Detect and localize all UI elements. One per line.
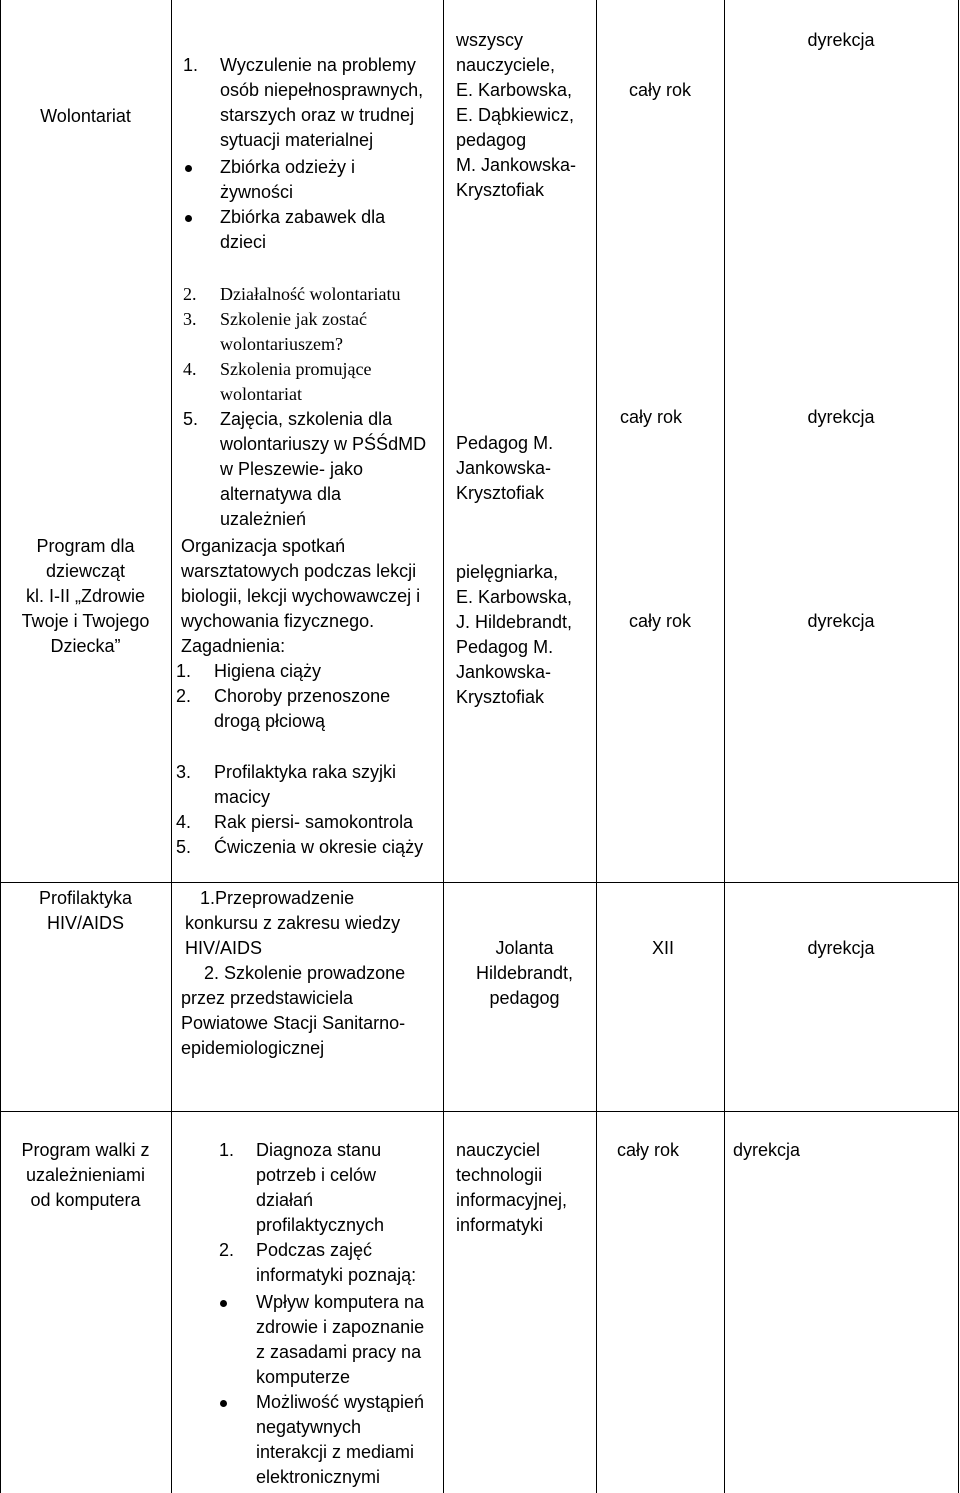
list-number: 4. bbox=[183, 359, 197, 379]
row-divider-1 bbox=[0, 882, 959, 883]
list-item: Zbiórka zabawek dla dzieci bbox=[220, 207, 386, 252]
list-item: Działalność wolontariatu bbox=[220, 284, 401, 304]
topic-cell: Wolontariat bbox=[40, 106, 131, 126]
task-line: epidemiologicznej bbox=[181, 1038, 325, 1058]
list-item: Zajęcia, szkolenia dla wolontariuszy w PŚŚdMD w Pleszewie- jako alternatywa dla uzależnień bbox=[220, 409, 427, 529]
responsible-cell: pielęgniarka, E. Karbowska, J. Hildebrandt, Pedagog M. Jankowska- Krysztofiak bbox=[456, 562, 573, 707]
task-intro: Organizacja spotkań warsztatowych podczas lekcji biologii, lekcji wychowawczej i wychowania fizycznego. Zagadnienia: bbox=[181, 536, 421, 656]
list-item: Rak piersi- samokontrola bbox=[214, 812, 414, 832]
list-item: Szkolenia promujące wolontariat bbox=[220, 359, 372, 404]
task-line: Powiatowe Stacji Sanitarno- bbox=[181, 1013, 406, 1033]
list-item: Ćwiczenia w okresie ciąży bbox=[214, 837, 424, 857]
list-number: 4. bbox=[176, 812, 192, 832]
bullet-icon bbox=[220, 1300, 227, 1307]
topic-cell: Program walki z uzależnieniami od komputera bbox=[21, 1140, 150, 1210]
row-divider-2 bbox=[0, 1111, 959, 1112]
list-number: 3. bbox=[176, 762, 192, 782]
topic-cell: Program dla dziewcząt kl. I-II „Zdrowie Twoje i Twojego Dziecka” bbox=[21, 536, 150, 656]
task-line: 2. Szkolenie prowadzone bbox=[204, 963, 406, 983]
list-item: Podczas zajęć informatyki poznają: bbox=[256, 1240, 417, 1285]
list-item: Możliwość wystąpień negatywnych interakcji z mediami elektronicznymi bbox=[256, 1392, 425, 1487]
table-border-right bbox=[958, 0, 959, 1493]
bullet-icon bbox=[220, 1400, 227, 1407]
control-cell: dyrekcja bbox=[807, 938, 875, 958]
table-border-col2 bbox=[443, 0, 444, 1493]
list-item: Profilaktyka raka szyjki macicy bbox=[214, 762, 397, 807]
responsible-cell: wszyscy nauczyciele, E. Karbowska, E. Dąbkiewicz, pedagog M. Jankowska- Krysztofiak bbox=[456, 30, 577, 200]
table-border-col1 bbox=[171, 0, 172, 1493]
task-line: 1.Przeprowadzenie bbox=[200, 888, 355, 908]
list-item: Diagnoza stanu potrzeb i celów działań profilaktycznych bbox=[256, 1140, 385, 1235]
time-cell: XII bbox=[651, 938, 674, 958]
table-border-left bbox=[0, 0, 1, 1493]
task-line: przez przedstawiciela bbox=[181, 988, 354, 1008]
time-cell: cały rok bbox=[619, 407, 682, 427]
list-item: Wyczulenie na problemy osób niepełnosprawnych, starszych oraz w trudnej sytuacji materialnej bbox=[220, 55, 424, 150]
time-cell: cały rok bbox=[628, 611, 691, 631]
list-item: Zbiórka odzieży i żywności bbox=[220, 157, 356, 202]
control-cell: dyrekcja bbox=[733, 1140, 801, 1160]
responsible-cell: Jolanta Hildebrandt, pedagog bbox=[475, 938, 574, 1008]
time-cell: cały rok bbox=[628, 80, 691, 100]
list-item: Wpływ komputera na zdrowie i zapoznanie z zasadami pracy na komputerze bbox=[256, 1292, 425, 1387]
list-number: 1. bbox=[183, 55, 199, 75]
bullet-icon bbox=[185, 215, 192, 222]
control-cell: dyrekcja bbox=[807, 407, 875, 427]
list-number: 2. bbox=[176, 686, 192, 706]
task-line: HIV/AIDS bbox=[185, 938, 263, 958]
list-number: 5. bbox=[176, 837, 192, 857]
list-item: Szkolenie jak zostać wolontariuszem? bbox=[220, 309, 367, 354]
table-border-col3 bbox=[596, 0, 597, 1493]
list-item: Choroby przenoszone drogą płciową bbox=[214, 686, 391, 731]
responsible-cell: nauczyciel technologii informacyjnej, informatyki bbox=[456, 1140, 568, 1235]
list-item: Higiena ciąży bbox=[214, 661, 322, 681]
task-line: konkursu z zakresu wiedzy bbox=[185, 913, 401, 933]
list-number: 2. bbox=[183, 284, 197, 304]
time-cell: cały rok bbox=[617, 1140, 680, 1160]
list-number: 2. bbox=[219, 1240, 235, 1260]
responsible-cell: Pedagog M. Jankowska- Krysztofiak bbox=[456, 433, 554, 503]
control-cell: dyrekcja bbox=[807, 611, 875, 631]
control-cell: dyrekcja bbox=[807, 30, 875, 50]
list-number: 1. bbox=[219, 1140, 235, 1160]
list-number: 3. bbox=[183, 309, 197, 329]
bullet-icon bbox=[185, 165, 192, 172]
table-border-col4 bbox=[724, 0, 725, 1493]
topic-cell: Profilaktyka HIV/AIDS bbox=[38, 888, 133, 933]
list-number: 5. bbox=[183, 409, 199, 429]
list-number: 1. bbox=[176, 661, 192, 681]
